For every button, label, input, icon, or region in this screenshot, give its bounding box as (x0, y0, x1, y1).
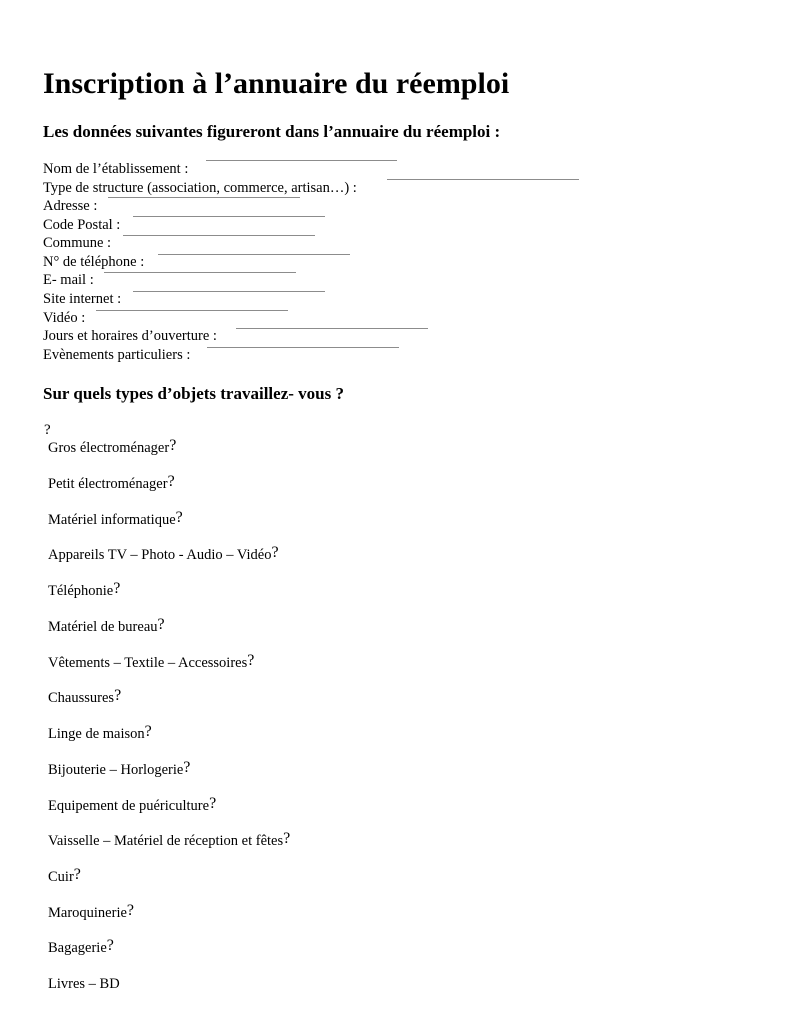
field-line-email[interactable] (133, 291, 325, 292)
list-item-label: Linge de maison (48, 726, 145, 742)
list-item[interactable] (48, 510, 183, 530)
field-line-postal-code[interactable] (123, 235, 315, 236)
list-item[interactable] (48, 867, 81, 887)
stray-question-mark: ? (44, 422, 51, 438)
checkbox-placeholder-icon[interactable]: ? (247, 652, 255, 669)
checkbox-placeholder-icon[interactable]: ? (113, 580, 121, 597)
checkbox-placeholder-icon[interactable]: ? (209, 795, 217, 812)
list-item-label: Chaussures (48, 690, 115, 706)
list-item[interactable] (48, 438, 176, 458)
list-item[interactable] (48, 831, 290, 851)
checkbox-placeholder-icon[interactable]: ? (271, 544, 279, 561)
field-line-opening-hours[interactable] (207, 347, 399, 348)
checkbox-placeholder-icon[interactable]: ? (183, 759, 191, 776)
list-item-label: Bagagerie (48, 940, 107, 956)
field-label-establishment-name: Nom de l’établissement : (43, 161, 189, 177)
checkbox-placeholder-icon[interactable]: ? (73, 866, 81, 883)
field-line-establishment-name[interactable] (206, 160, 397, 161)
list-item[interactable] (48, 938, 114, 958)
list-item[interactable] (48, 581, 120, 601)
field-label-opening-hours: Jours et horaires d’ouverture : (43, 328, 217, 344)
list-item-label: Téléphonie (48, 583, 114, 599)
field-line-video[interactable] (236, 328, 428, 329)
field-label-phone: N° de téléphone : (43, 254, 145, 270)
list-item-label: Petit électroménager (48, 476, 168, 492)
list-item[interactable] (48, 474, 175, 494)
list-item[interactable] (48, 796, 216, 816)
list-item[interactable] (48, 545, 279, 565)
checkbox-placeholder-icon[interactable]: ? (169, 437, 177, 454)
list-item[interactable] (48, 653, 254, 673)
checkbox-placeholder-icon[interactable]: ? (157, 616, 165, 633)
checkbox-placeholder-icon[interactable]: ? (126, 902, 135, 919)
field-label-special-events: Evènements particuliers : (43, 347, 191, 363)
list-item-label: Vaisselle – Matériel de réception et fêtes (48, 833, 284, 849)
section-heading-directory-data: Les données suivantes figureront dans l’annuaire du réemploi : (43, 122, 501, 141)
field-line-website[interactable] (96, 310, 288, 311)
section-heading-object-types: Sur quels types d’objets travaillez- vous ? (43, 384, 344, 403)
list-item-label: Livres – BD (48, 976, 120, 992)
field-line-structure-type-underline (108, 197, 300, 198)
field-label-postal-code: Code Postal : (43, 217, 121, 233)
list-item-label: Bijouterie – Horlogerie (48, 762, 184, 778)
checkbox-placeholder-icon[interactable]: ? (283, 830, 291, 847)
checkbox-placeholder-icon[interactable]: ? (175, 509, 183, 526)
list-item-label: Gros électroménager (48, 440, 170, 456)
field-label-structure-type: Type de structure (association, commerce, artisan…) : (43, 180, 357, 196)
list-item-label: Matériel informatique (48, 512, 176, 528)
list-item-label: Maroquinerie (48, 905, 127, 921)
list-item[interactable] (48, 688, 121, 708)
field-label-address: Adresse : (43, 198, 98, 214)
page-title: Inscription à l’annuaire du réemploi (43, 67, 510, 100)
field-line-address[interactable] (133, 216, 325, 217)
checkbox-placeholder-icon[interactable]: ? (114, 687, 122, 704)
field-label-email: E- mail : (43, 272, 94, 288)
list-item[interactable] (48, 617, 165, 637)
list-item-label: Equipement de puériculture (48, 798, 210, 814)
field-line-phone[interactable] (104, 272, 296, 273)
checkbox-placeholder-icon[interactable]: ? (167, 473, 175, 490)
list-item[interactable] (48, 760, 190, 780)
checkbox-placeholder-icon[interactable]: ? (106, 937, 114, 954)
field-line-city[interactable] (158, 254, 350, 255)
field-label-city: Commune : (43, 235, 112, 251)
list-item[interactable] (48, 974, 120, 994)
field-label-website: Site internet : (43, 291, 122, 307)
list-item-label: Vêtements – Textile – Accessoires (48, 655, 248, 671)
checkbox-placeholder-icon[interactable]: ? (144, 723, 152, 740)
list-item-label: Cuir (48, 869, 74, 885)
list-item-label: Appareils TV – Photo - Audio – Vidéo (48, 547, 272, 563)
field-line-structure-type[interactable] (387, 179, 579, 180)
list-item-label: Matériel de bureau (48, 619, 158, 635)
field-label-video: Vidéo : (43, 310, 86, 326)
list-item[interactable] (48, 724, 152, 744)
list-item[interactable] (48, 903, 134, 923)
